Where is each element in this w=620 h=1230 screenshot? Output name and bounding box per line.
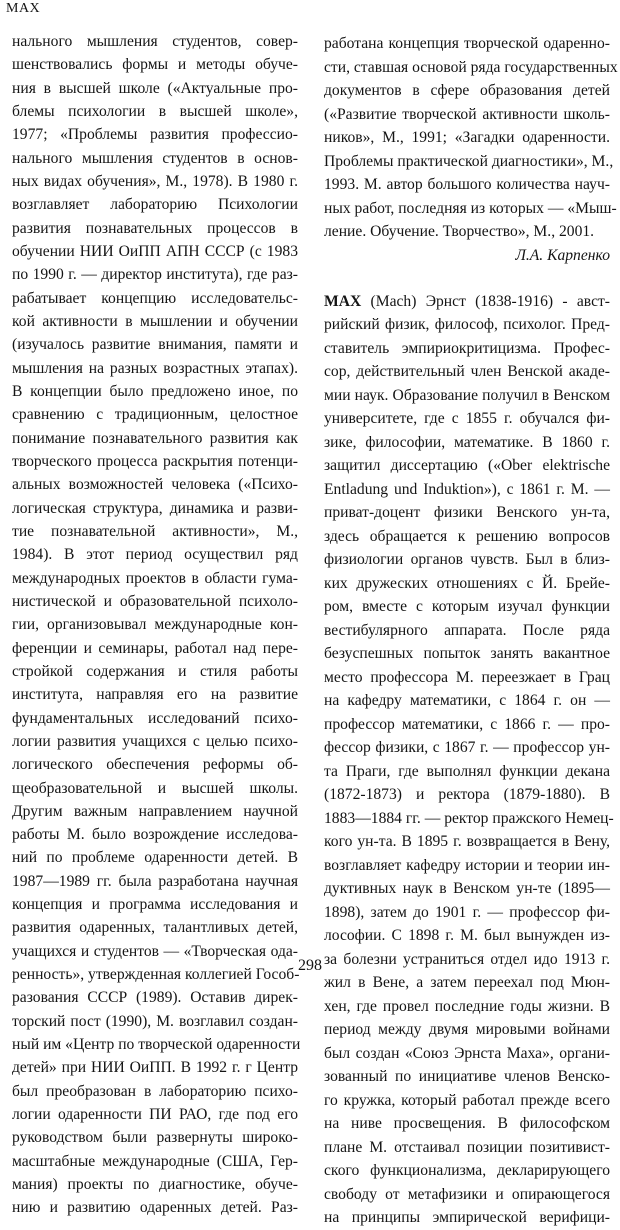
text-line: рийский физик, философ, психолог. Пред- xyxy=(324,316,610,333)
text-line: ных видах обучения», М., 1978). В 1980 г. xyxy=(12,172,298,190)
right-column xyxy=(324,32,618,1230)
text-line: дуктивных наук в Венском ун-те (1895— xyxy=(324,880,610,897)
entry-spacing xyxy=(324,268,610,290)
text-line: мии наук. Образование получил в Венском xyxy=(324,386,610,404)
text-line: был создан «Союз Эрнста Маха», органи- xyxy=(324,1044,610,1062)
text-line: нию и развитию одаренных детей. Раз- xyxy=(12,1199,298,1217)
text-line: ского функционализма, декларирующего xyxy=(324,1162,610,1179)
text-line: ром, вместе с которым изучал функции xyxy=(324,598,610,615)
text-line: В концепции было предложено иное, по xyxy=(12,382,298,400)
text-line: был преобразован в лабораторию психо- xyxy=(12,1082,298,1100)
text-line: 1987—1989 гг. была разработана научная xyxy=(12,872,298,890)
text-line: зике, философии, математике. В 1860 г. xyxy=(324,433,610,451)
text-line: обучении НИИ ОиПП АПН СССР (с 1983 xyxy=(12,242,298,260)
text-line: место профессора М. переезжает в Грац xyxy=(324,668,610,686)
text-line: го кружка, который работал прежде всего xyxy=(324,1091,610,1109)
text-line: 1883—1884 гг. — ректор пражского Немец- xyxy=(324,809,614,827)
text-line: профессор математики, с 1866 г. — про- xyxy=(324,715,610,733)
text-line: фундаментальных исследований психо- xyxy=(12,709,298,727)
text-line: сравнению с традиционным, целостное xyxy=(12,406,298,424)
text-line: ставитель эмпириокритицизма. Профес- xyxy=(324,339,610,357)
text-line: нального мышления студентов в основ- xyxy=(12,149,298,167)
text-line: («Развитие творческой активности школь- xyxy=(324,105,610,123)
text-line: та Праги, где выполнял функции декана xyxy=(324,762,610,780)
text-line: понимание познавательного развития как xyxy=(12,429,298,447)
text-line: Entladung und Induktion»), с 1861 г. М. — xyxy=(324,480,610,498)
text-line: альных возможностей человека («Психо- xyxy=(12,476,298,494)
text-line: жил в Вене, а затем переехал под Мюн- xyxy=(324,974,610,991)
text-line: ких дружеских отношениях с Й. Брейе- xyxy=(324,574,610,592)
entry-headword: МАХ xyxy=(324,292,362,310)
text-line: концепция и программа исследования и xyxy=(12,896,298,914)
text-line: сти, ставшая основой ряда государственных xyxy=(324,58,618,76)
text-line: мышления на разных возрастных этапах). xyxy=(12,359,298,377)
text-line: ний по проблеме одаренности детей. В xyxy=(12,849,298,867)
text-line: шенствовались формы и методы обуче- xyxy=(12,56,298,74)
text-line: на принципы эмпирической верифици- xyxy=(324,1209,610,1226)
text-line: детей» при НИИ ОиПП. В 1992 г. г Центр xyxy=(12,1059,298,1077)
entry-first-line-text: (Mach) Эрнст (1838-1916) - авст- xyxy=(361,292,610,310)
text-line: масштабные международные (США, Гер- xyxy=(12,1152,298,1170)
text-line: логическая структура, динамика и разви- xyxy=(12,499,298,517)
text-line: на кафедру математики, с 1864 г. он — xyxy=(324,692,610,709)
text-line: мания) проекты по диагностике, обуче- xyxy=(12,1176,298,1194)
text-line: рабатывает концепцию исследовательс- xyxy=(12,289,298,307)
text-line: физиологии органов чувств. Был в близ- xyxy=(324,551,610,568)
text-line: ление. Обучение. Творчество», М., 2001. xyxy=(324,223,595,240)
text-line: на ниве просвещения. В философском xyxy=(324,1115,610,1132)
text-line: международных проектов в области гума- xyxy=(12,569,298,587)
text-line: развития одаренных, талантливых детей, xyxy=(12,919,298,937)
text-line: блемы психологии в высшей школе», xyxy=(12,102,298,120)
entry-first-line xyxy=(324,290,610,314)
text-line: института, направляя его на развитие xyxy=(12,686,298,704)
text-line: работана концепция творческой одаренно- xyxy=(324,35,610,52)
text-line: руководством были развернуты широко- xyxy=(12,1129,298,1147)
text-line: нистической и образовательной психоло- xyxy=(12,592,298,610)
running-head: MAX xyxy=(6,1,41,16)
text-line: зованный по инициативе членов Венско- xyxy=(324,1068,610,1085)
text-line: фессор физики, с 1867 г. — профессор ун- xyxy=(324,739,610,756)
text-line: нального мышления студентов, совер- xyxy=(12,33,298,50)
left-column xyxy=(12,30,301,1220)
text-line: 1984). В этот период осуществил ряд xyxy=(12,546,298,564)
text-line: тие познавательной активности», М., xyxy=(12,522,298,540)
text-line: ный им «Центр по творческой одаренности xyxy=(12,1036,301,1054)
text-line: возглавляет лабораторию Психологии xyxy=(12,196,298,214)
text-line: здесь обращается к решению вопросов xyxy=(324,527,610,545)
text-line: по 1990 г. — директор института), где раз- xyxy=(12,266,298,284)
text-line: ников», М., 1991; «Загадки одаренности. xyxy=(324,129,610,146)
text-line: ных работ, последняя из которых — «Мыш- xyxy=(324,199,617,217)
text-line: (изучалось развитие внимания, памяти и xyxy=(12,336,298,354)
text-line: хен, где провел последние годы жизни. В xyxy=(324,997,610,1015)
page-number: 298 xyxy=(298,957,322,974)
text-line: 1977; «Проблемы развития профессио- xyxy=(12,126,298,144)
entry-mach xyxy=(324,290,614,1230)
text-line: защитил диссертацию («Ober elektrische xyxy=(324,457,610,474)
text-line: гии, организовывал международные кон- xyxy=(12,616,298,634)
text-line: логического обеспечения реформы об- xyxy=(12,756,298,774)
text-line: документов в сфере образования детей xyxy=(324,82,610,99)
text-line: университете, где с 1855 г. обучался фи- xyxy=(324,410,610,427)
text-line: логии развития учащихся с целью психо- xyxy=(12,732,298,750)
text-line: кого ун-та. В 1895 г. возвращается в Вену, xyxy=(324,833,610,850)
text-line: период между двумя мировыми войнами xyxy=(324,1021,610,1038)
text-line: (1872-1873) и ректора (1879-1880). В xyxy=(324,786,610,803)
text-line: Проблемы практической диагностики», М., xyxy=(324,152,614,170)
text-line: 1993. М. автор большого количества науч- xyxy=(324,176,610,193)
text-line: за болезни устраниться отдел идо 1913 г. xyxy=(324,950,610,968)
text-line: логии одаренности ПИ РАО, где под его xyxy=(12,1106,298,1124)
text-line: ренность», утвержденная коллегией Гособ- xyxy=(12,966,300,984)
text-line: ференции и семинары, работал над пере- xyxy=(12,639,298,657)
text-line: лософии. С 1898 г. М. был вынужден из- xyxy=(324,927,610,944)
text-line: разования СССР (1989). Оставив дирек- xyxy=(12,989,298,1007)
text-line: 1898), затем до 1901 г. — профессор фи- xyxy=(324,903,610,921)
text-line: сор, действительный член Венской акаде- xyxy=(324,363,610,380)
text-line: ния в высшей школе («Актуальные про- xyxy=(12,79,298,97)
text-line: возглавляет кафедру истории и теории ин- xyxy=(324,856,610,874)
text-line: кой активности в мышлении и обучении xyxy=(12,312,298,330)
text-line: торский пост (1990), М. возглавил создан- xyxy=(12,1012,298,1030)
text-line: учащихся и студентов — «Творческая ода- xyxy=(12,942,298,960)
text-line: плане М. отстаивал позиции позитивист- xyxy=(324,1138,610,1156)
previous-entry-continuation xyxy=(324,32,618,244)
author-signature: Л.А. Карпенко xyxy=(515,246,610,264)
text-line: Другим важным направлением научной xyxy=(12,802,298,820)
text-line: развития познавательных процессов в xyxy=(12,219,298,237)
text-line: безуспешных попыток занять вакантное xyxy=(324,645,610,662)
text-line: творческого процесса раскрытия потенци- xyxy=(12,452,298,470)
text-line: приват-доцент физики Венского ун-та, xyxy=(324,504,610,521)
text-line: стройкой содержания и стиля работы xyxy=(12,662,298,680)
text-line: работы М. было возрождение исследова- xyxy=(12,826,298,844)
text-line: щеобразовательной и высшей школы. xyxy=(12,779,298,797)
text-line: вестибулярного аппарата. После ряда xyxy=(324,621,610,639)
text-line: свободу от метафизики и опирающегося xyxy=(324,1185,610,1203)
